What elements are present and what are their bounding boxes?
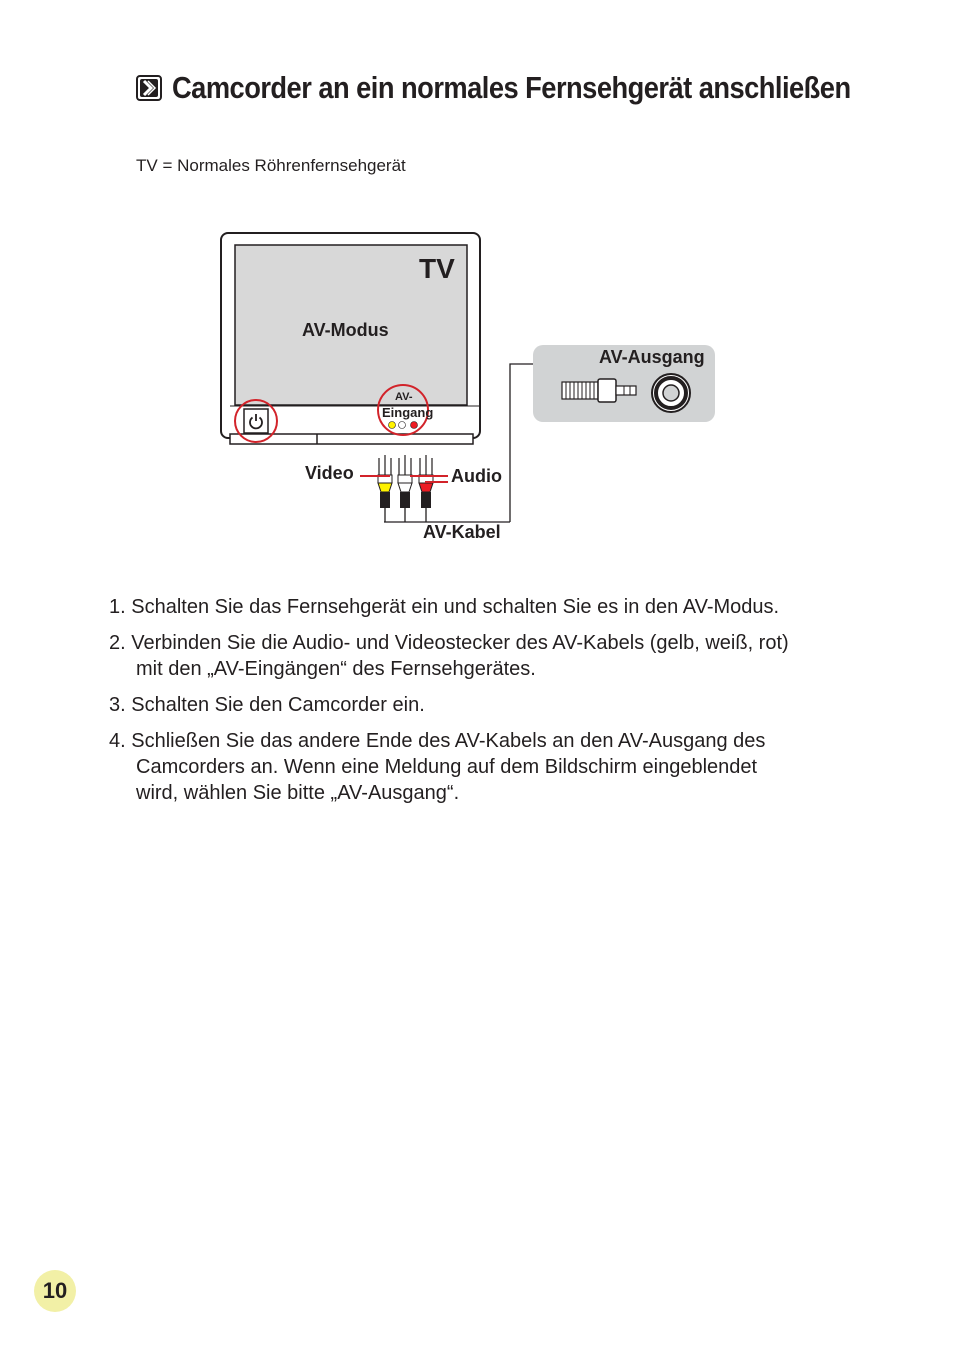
video-label: Video xyxy=(305,463,354,483)
instruction-list xyxy=(109,594,909,816)
list-item xyxy=(109,630,909,682)
step-text-continued: wird, wählen Sie bitte „AV-Ausgang“. xyxy=(136,782,460,804)
step-text-continued: Camcorders an. Wenn eine Meldung auf dem Bildschirm eingeblendet xyxy=(136,756,758,778)
chevron-right-icon xyxy=(136,75,162,101)
av-output-label: AV-Ausgang xyxy=(599,347,705,367)
step-number: 2. xyxy=(109,632,126,654)
diagram-graphic xyxy=(200,220,760,560)
screen-label: AV-Modus xyxy=(302,320,389,340)
page-header xyxy=(136,70,943,106)
step-number: 1. xyxy=(109,596,126,618)
step-number: 3. xyxy=(109,694,126,716)
av-cable-label: AV-Kabel xyxy=(423,522,501,542)
step-text: Schalten Sie das Fernsehgerät ein und schalten Sie es in den AV-Modus. xyxy=(131,596,780,618)
rca-plug-audio-white xyxy=(398,455,412,508)
audio-label: Audio xyxy=(451,466,502,486)
list-item xyxy=(109,692,909,718)
av-input-label-line2: Eingang xyxy=(382,405,434,420)
rca-plug-video xyxy=(378,455,392,508)
tv-note: TV = Normales Röhrenfernsehgerät xyxy=(136,156,406,175)
page-title: Camcorder an ein normales Fernsehgerät anschließen xyxy=(172,70,851,105)
step-text: Verbinden Sie die Audio- und Videostecker des AV-Kabels (gelb, weiß, rot) xyxy=(131,632,789,654)
page-number: 10 xyxy=(34,1270,76,1312)
step-text-continued: mit den „AV-Eingängen“ des Fernsehgerätes. xyxy=(136,658,536,680)
step-text: Schließen Sie das andere Ende des AV-Kabels an den AV-Ausgang des xyxy=(131,730,766,752)
step-text: Schalten Sie den Camcorder ein. xyxy=(131,694,425,716)
list-item xyxy=(109,728,909,806)
av-output-jack-icon xyxy=(652,374,690,412)
tv-label: TV xyxy=(419,253,455,284)
connection-diagram xyxy=(200,220,760,560)
step-number: 4. xyxy=(109,730,126,752)
av-input-label-line1: AV- xyxy=(395,391,413,403)
list-item xyxy=(109,594,909,620)
